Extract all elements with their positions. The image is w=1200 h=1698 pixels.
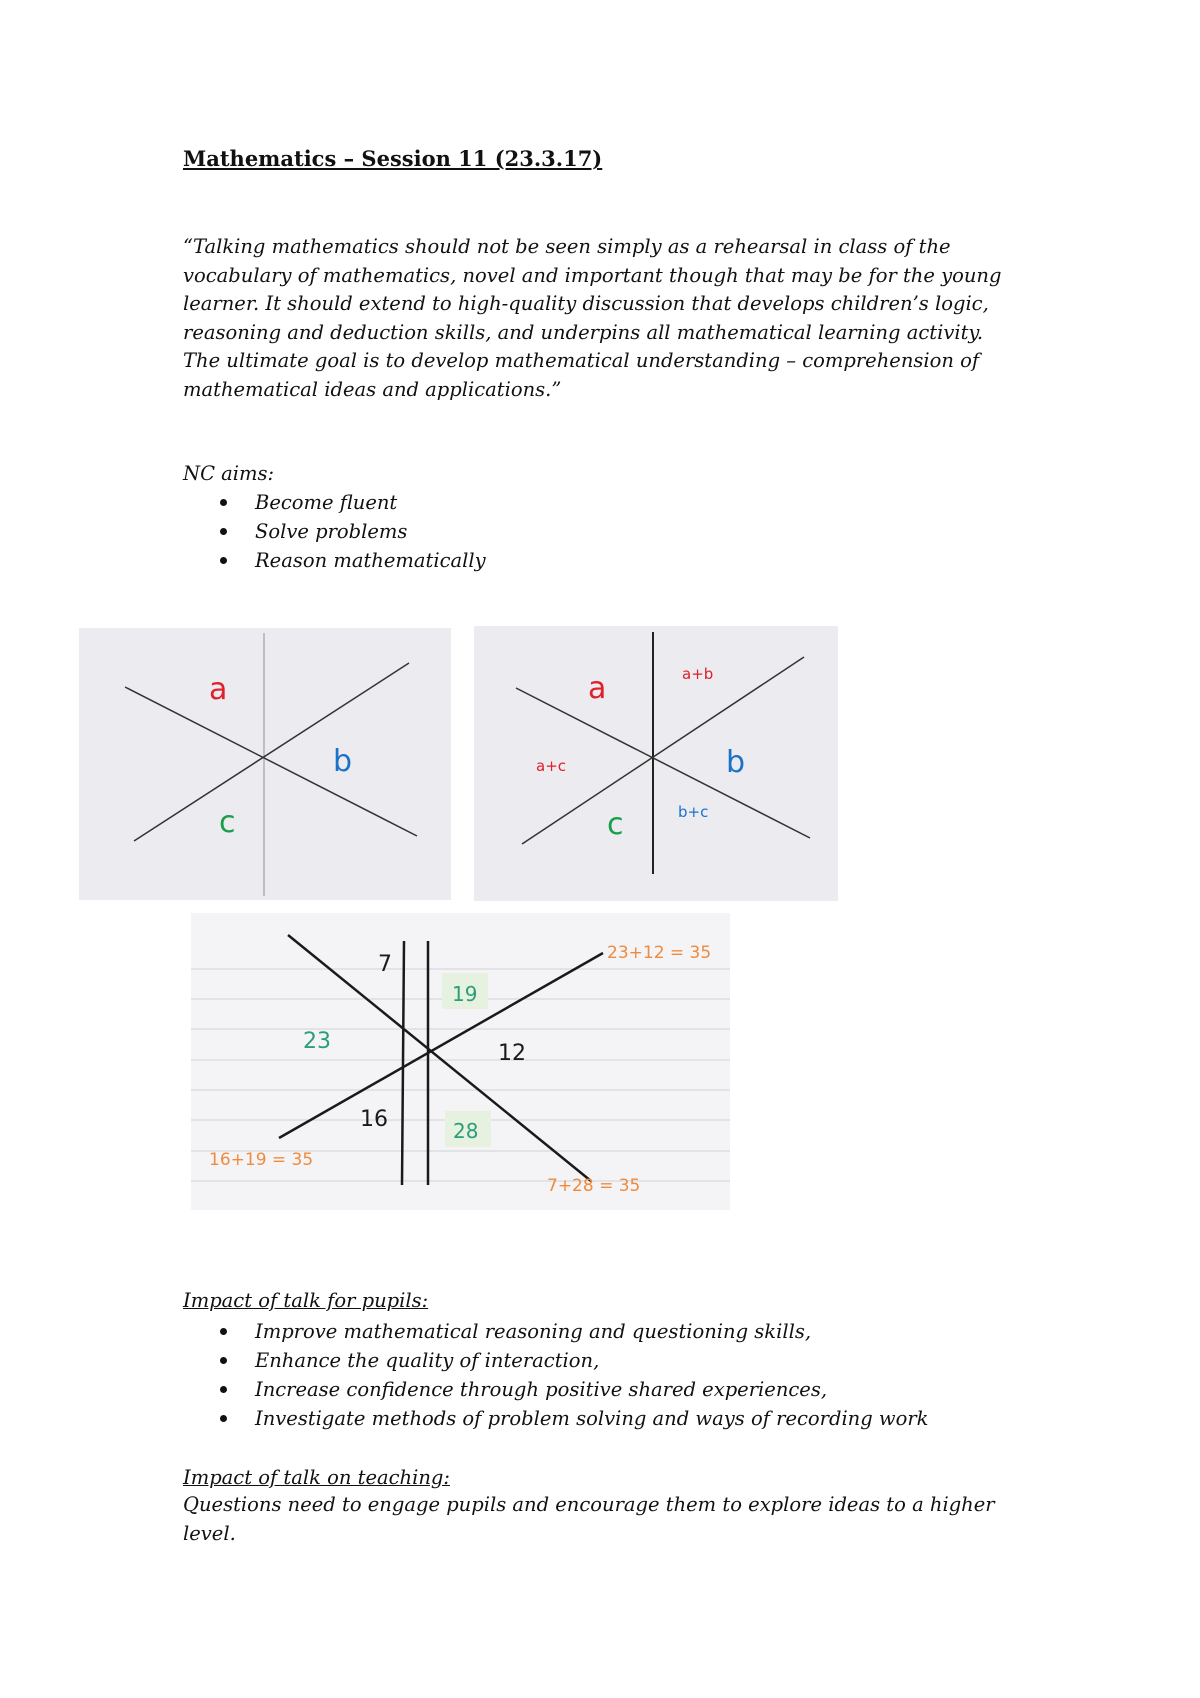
equation-label: 16+19 = 35 — [209, 1150, 314, 1170]
list-item: Increase confidence through positive shared experiences, — [220, 1375, 929, 1404]
label-a: a — [209, 672, 228, 707]
worked-example-photo — [191, 913, 730, 1210]
label-c: c — [607, 807, 624, 842]
number-23: 23 — [303, 1029, 331, 1054]
quote-line: vocabulary of mathematics, novel and important though that may be for the young — [183, 263, 1002, 287]
image-background — [474, 626, 838, 901]
text-line: Questions need to engage pupils and encourage them to explore ideas to a higher — [183, 1493, 995, 1516]
label-a-plus-c: a+c — [536, 757, 567, 775]
quote-line: mathematical ideas and applications.” — [183, 377, 562, 401]
quote-block — [183, 233, 1033, 405]
list-item: Enhance the quality of interaction, — [220, 1346, 929, 1375]
impact-pupils-list — [220, 1317, 929, 1433]
number-7: 7 — [378, 952, 392, 977]
bullet-icon — [220, 557, 227, 564]
diagram-image-sums — [474, 626, 838, 901]
diagram-image-abc — [79, 628, 451, 900]
list-item: Investigate methods of problem solving and ways of recording work — [220, 1404, 929, 1433]
list-item: Improve mathematical reasoning and questioning skills, — [220, 1317, 929, 1346]
label-b-plus-c: b+c — [678, 803, 709, 821]
nc-aims-label: NC aims: — [183, 462, 275, 485]
number-19: 19 — [452, 982, 478, 1006]
list-item: Reason mathematically — [220, 546, 486, 575]
nc-aims-list — [220, 488, 486, 575]
list-item: Become fluent — [220, 488, 486, 517]
quote-line: The ultimate goal is to develop mathematical understanding – comprehension of — [183, 349, 980, 373]
bullet-icon — [220, 1328, 227, 1335]
quote-line: reasoning and deduction skills, and underpins all mathematical learning activity. — [183, 320, 984, 344]
label-c: c — [219, 805, 236, 840]
quote-line: learner. It should extend to high-quality discussion that develops children’s logic, — [183, 292, 989, 316]
label-b: b — [333, 744, 353, 779]
equation-label: 7+28 = 35 — [547, 1176, 641, 1196]
number-28: 28 — [453, 1119, 479, 1143]
equation-label: 23+12 = 35 — [607, 943, 712, 963]
quote-line: “Talking mathematics should not be seen simply as a rehearsal in class of the — [183, 235, 951, 258]
bullet-icon — [220, 1357, 227, 1364]
label-b: b — [726, 745, 746, 780]
impact-teaching-label: Impact of talk on teaching: — [183, 1466, 450, 1489]
bullet-icon — [220, 528, 227, 535]
bullet-icon — [220, 1386, 227, 1393]
impact-teaching-text — [183, 1490, 1033, 1548]
bullet-icon — [220, 499, 227, 506]
page-title: Mathematics – Session 11 (23.3.17) — [183, 146, 603, 171]
label-a-plus-b: a+b — [682, 665, 714, 683]
impact-pupils-label: Impact of talk for pupils: — [183, 1289, 429, 1312]
list-item: Solve problems — [220, 517, 486, 546]
label-a: a — [588, 671, 607, 706]
image-background — [79, 628, 451, 900]
text-line: level. — [183, 1522, 236, 1545]
bullet-icon — [220, 1415, 227, 1422]
number-16: 16 — [360, 1107, 388, 1132]
number-12: 12 — [498, 1041, 526, 1066]
